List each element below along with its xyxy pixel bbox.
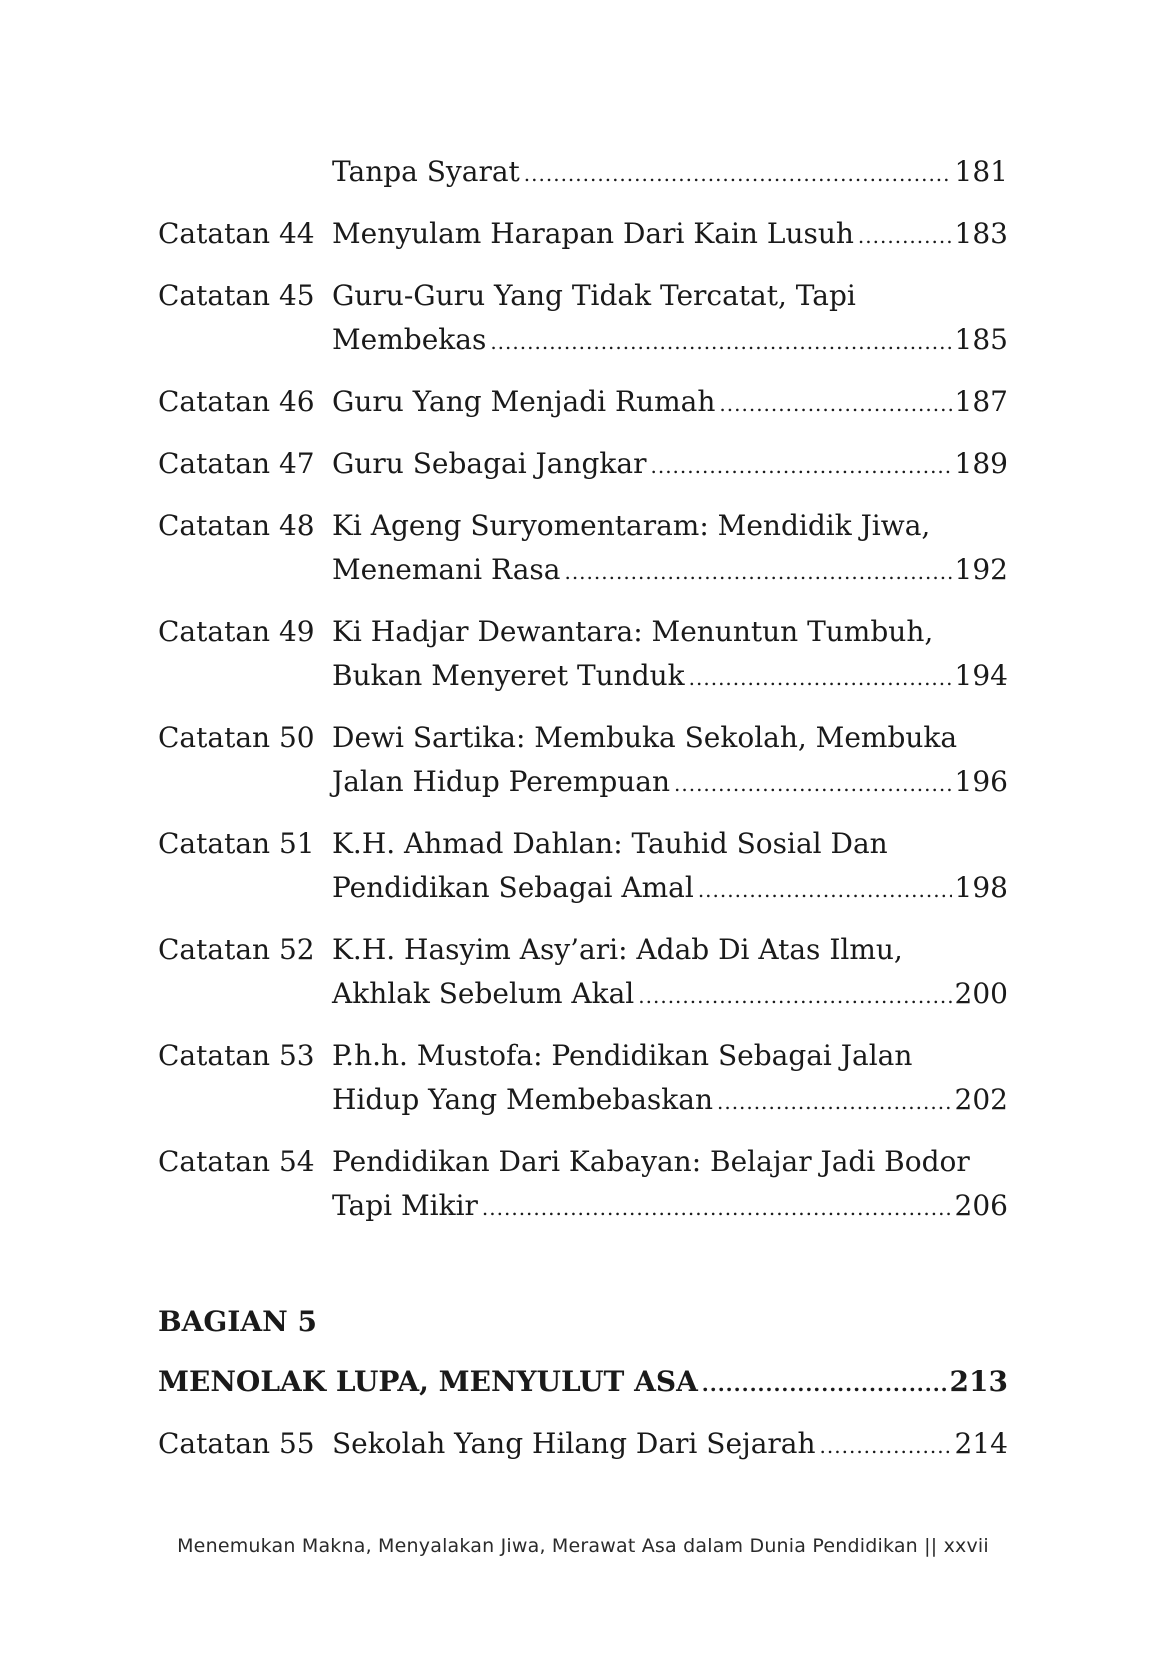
- leader-dots: [719, 382, 951, 426]
- entry-title-line: [332, 822, 1008, 866]
- entry-page-number: 196: [954, 765, 1008, 798]
- entry-title-block: [332, 822, 1008, 912]
- toc-entry[interactable]: [158, 1422, 1008, 1468]
- entry-label: Catatan 47: [158, 447, 315, 480]
- entry-label: Catatan 46: [158, 385, 315, 418]
- entry-label: Catatan 55: [158, 1427, 315, 1460]
- entry-title-line: [332, 318, 1008, 364]
- toc-entry[interactable]: [158, 504, 1008, 594]
- entry-label: Catatan 45: [158, 279, 315, 312]
- entry-title-line: [332, 654, 1008, 700]
- leader-dots: [564, 550, 951, 594]
- entry-title-line: [332, 1422, 1008, 1468]
- entry-title-text: Guru Yang Menjadi Rumah: [332, 385, 716, 418]
- entry-title-block: [332, 716, 1008, 806]
- entry-page-number: 206: [954, 1189, 1008, 1222]
- leader-dots: [524, 152, 952, 196]
- entry-title-line: [332, 1184, 1008, 1230]
- entry-label: Catatan 50: [158, 721, 315, 754]
- entry-label: Catatan 48: [158, 509, 315, 542]
- toc-entry[interactable]: [158, 274, 1008, 364]
- entry-title-block: [332, 928, 1008, 1018]
- part-title-line[interactable]: [158, 1360, 1008, 1406]
- leader-dots: [702, 1362, 947, 1406]
- entry-page-number: 189: [954, 447, 1008, 480]
- toc-entry[interactable]: [158, 380, 1008, 426]
- entry-title-line: [332, 610, 1008, 654]
- entry-title-line: [332, 274, 1008, 318]
- entry-label: Catatan 44: [158, 217, 315, 250]
- entry-title-block: [332, 610, 1008, 700]
- leader-dots: [698, 868, 952, 912]
- leader-dots: [858, 214, 952, 258]
- leader-dots: [674, 762, 952, 806]
- entry-title-block: [332, 150, 1008, 196]
- entry-page-number: 183: [954, 217, 1008, 250]
- entry-title-block: [332, 274, 1008, 364]
- part-page-number: 213: [949, 1365, 1008, 1398]
- entry-title-line: [332, 716, 1008, 760]
- entry-title-text: Tapi Mikir: [332, 1189, 478, 1222]
- entry-page-number: 181: [954, 155, 1008, 188]
- entry-title-text: Bukan Menyeret Tunduk: [332, 659, 685, 692]
- entry-title-line: [332, 1034, 1008, 1078]
- entry-page-number: 187: [954, 385, 1008, 418]
- entry-title-block: [332, 1034, 1008, 1124]
- entry-title-line: [332, 442, 1008, 488]
- entry-page-number: 192: [954, 553, 1008, 586]
- entry-page-number: 200: [954, 977, 1008, 1010]
- entry-title-line: [332, 548, 1008, 594]
- entry-title-line: [332, 866, 1008, 912]
- leader-dots: [638, 974, 951, 1018]
- entry-title-text: Pendidikan Dari Kabayan: Belajar Jadi Bodor: [332, 1145, 970, 1178]
- entry-title-line: [332, 504, 1008, 548]
- toc-entry[interactable]: [158, 928, 1008, 1018]
- entry-title-block: [332, 504, 1008, 594]
- entry-title-text: Pendidikan Sebagai Amal: [332, 871, 694, 904]
- entry-page-number: 198: [954, 871, 1008, 904]
- entry-label: Catatan 53: [158, 1039, 315, 1072]
- entry-title-line: [332, 972, 1008, 1018]
- entry-label: Catatan 49: [158, 615, 315, 648]
- toc-entry[interactable]: [158, 822, 1008, 912]
- entry-title-block: [332, 1140, 1008, 1230]
- entry-title-block: [332, 212, 1008, 258]
- leader-dots: [717, 1080, 952, 1124]
- leader-dots: [490, 320, 951, 364]
- leader-dots: [482, 1186, 952, 1230]
- entry-page-number: 214: [954, 1427, 1008, 1460]
- entry-title-line: [332, 212, 1008, 258]
- entry-title-text: K.H. Hasyim Asy’ari: Adab Di Atas Ilmu,: [332, 933, 903, 966]
- leader-dots: [689, 656, 952, 700]
- entry-page-number: 202: [954, 1083, 1008, 1116]
- entry-title-text: Jalan Hidup Perempuan: [332, 765, 670, 798]
- entry-title-text: Membekas: [332, 323, 487, 356]
- entry-title-text: K.H. Ahmad Dahlan: Tauhid Sosial Dan: [332, 827, 888, 860]
- toc-entry[interactable]: [158, 212, 1008, 258]
- entry-title-text: P.h.h. Mustofa: Pendidikan Sebagai Jalan: [332, 1039, 913, 1072]
- table-of-contents: [158, 150, 1008, 1484]
- entry-label: Catatan 52: [158, 933, 315, 966]
- entry-title-line: [332, 150, 1008, 196]
- entry-title-text: Guru Sebagai Jangkar: [332, 447, 647, 480]
- entry-title-text: Hidup Yang Membebaskan: [332, 1083, 713, 1116]
- entry-title-text: Menemani Rasa: [332, 553, 561, 586]
- entry-title-line: [332, 380, 1008, 426]
- toc-entry[interactable]: [158, 610, 1008, 700]
- entry-title-line: [332, 928, 1008, 972]
- entry-title-text: Akhlak Sebelum Akal: [332, 977, 635, 1010]
- entry-title-line: [332, 760, 1008, 806]
- toc-entry[interactable]: [158, 716, 1008, 806]
- running-footer: Menemukan Makna, Menyalakan Jiwa, Merawat Asa dalam Dunia Pendidikan || xxvii: [177, 1535, 989, 1557]
- entry-title-text: Tanpa Syarat: [332, 155, 520, 188]
- toc-entry[interactable]: [158, 150, 1008, 196]
- entry-title-text: Guru-Guru Yang Tidak Tercatat, Tapi: [332, 279, 856, 312]
- entry-title-text: Sekolah Yang Hilang Dari Sejarah: [332, 1427, 816, 1460]
- entry-title-block: [332, 380, 1008, 426]
- entry-title-line: [332, 1140, 1008, 1184]
- entry-title-text: Dewi Sartika: Membuka Sekolah, Membuka: [332, 721, 958, 754]
- part-title: MENOLAK LUPA, MENYULUT ASA: [158, 1365, 698, 1398]
- leader-dots: [650, 444, 951, 488]
- leader-dots: [820, 1424, 952, 1468]
- toc-entries: [158, 150, 1008, 1230]
- entry-title-text: Menyulam Harapan Dari Kain Lusuh: [332, 217, 854, 250]
- entry-label: Catatan 51: [158, 827, 315, 860]
- entry-title-line: [332, 1078, 1008, 1124]
- entry-page-number: 194: [954, 659, 1008, 692]
- toc-entry[interactable]: [158, 1034, 1008, 1124]
- toc-entry[interactable]: [158, 1140, 1008, 1230]
- entry-title-text: Ki Ageng Suryomentaram: Mendidik Jiwa,: [332, 509, 931, 542]
- entry-label: Catatan 54: [158, 1145, 315, 1178]
- part-entries: [158, 1422, 1008, 1468]
- toc-entry[interactable]: [158, 442, 1008, 488]
- entry-title-block: [332, 1422, 1008, 1468]
- entry-title-block: [332, 442, 1008, 488]
- entry-title-text: Ki Hadjar Dewantara: Menuntun Tumbuh,: [332, 615, 934, 648]
- entry-page-number: 185: [954, 323, 1008, 356]
- part-label: BAGIAN 5: [158, 1305, 317, 1338]
